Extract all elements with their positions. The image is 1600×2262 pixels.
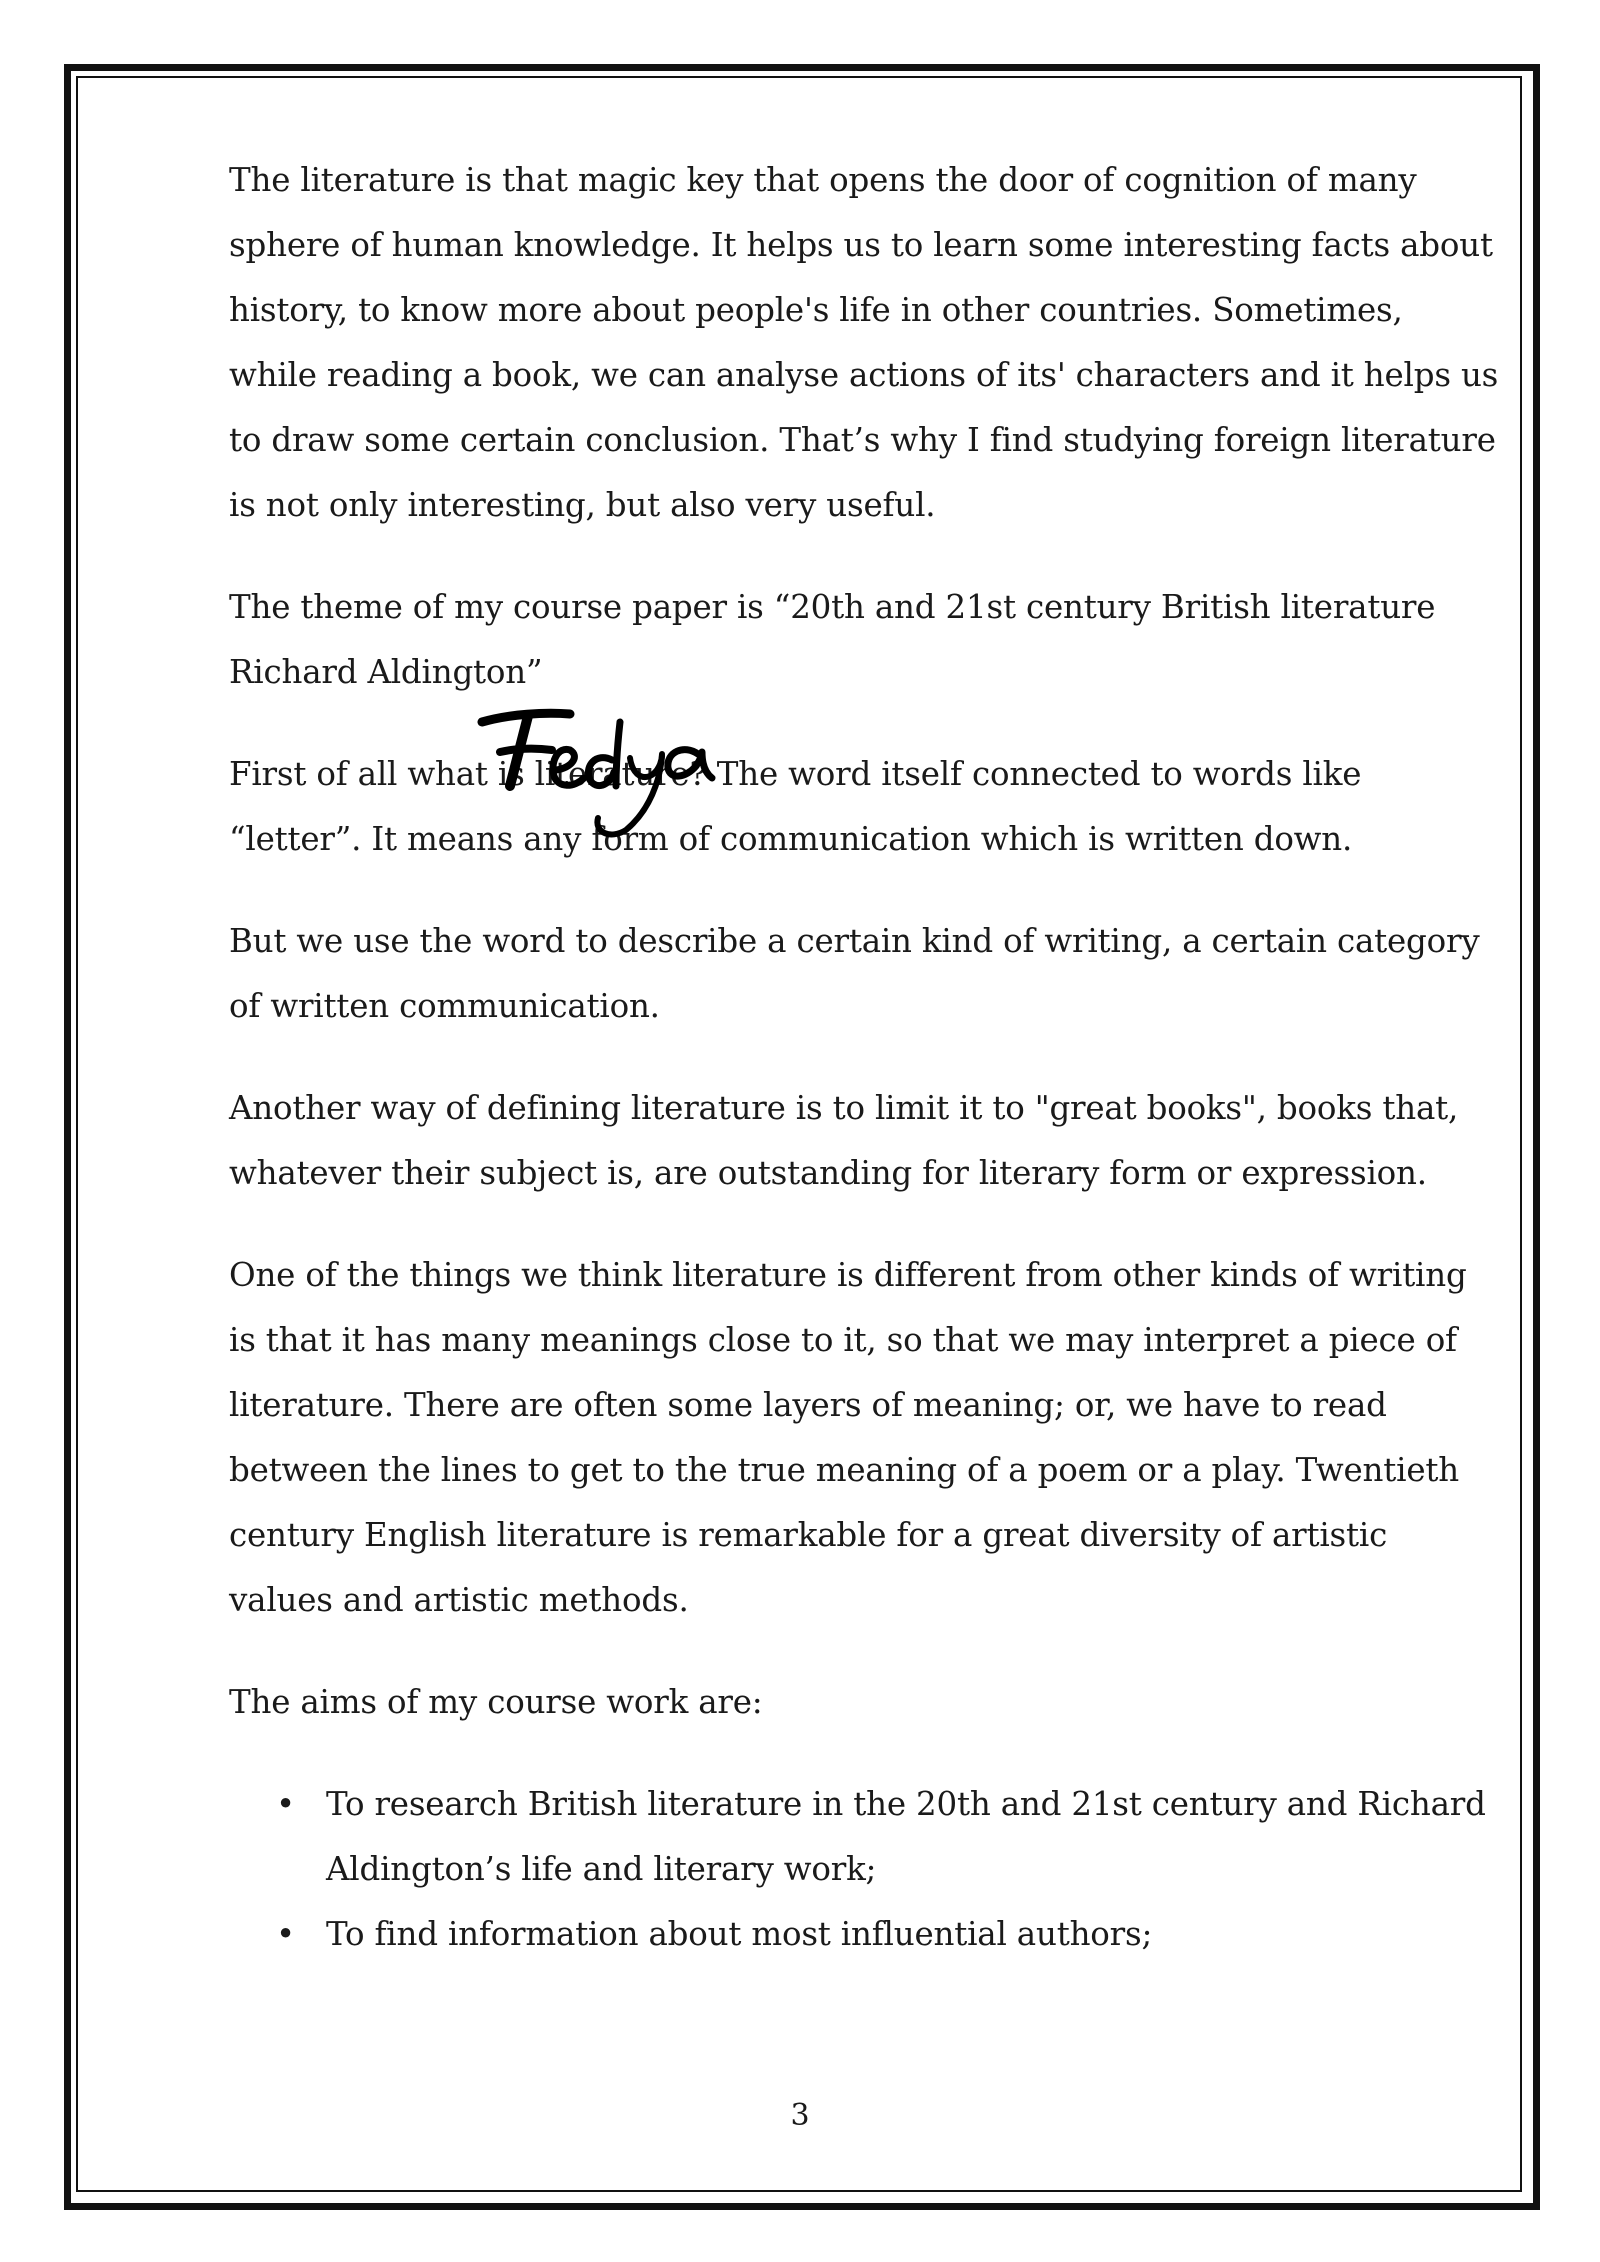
list-item-text: To find information about most influential authors; bbox=[326, 1915, 1153, 1953]
page-number: 3 bbox=[790, 2098, 810, 2133]
paragraph-definition: First of all what is literature? The word itself connected to words like “letter”. It means any form of communication which is written down. bbox=[229, 755, 1362, 858]
paragraph-usage: But we use the word to describe a certain kind of writing, a certain category of written communication. bbox=[229, 922, 1480, 1025]
list-item-text: To research British literature in the 20th and 21st century and Richard Aldington’s life and literary work; bbox=[326, 1785, 1486, 1888]
paragraph-great-books: Another way of defining literature is to limit it to "great books", books that, whatever their subject is, are outstanding for literary form or expression. bbox=[229, 1089, 1459, 1192]
handwritten-signature bbox=[470, 700, 720, 850]
paragraph-theme: The theme of my course paper is “20th and 21st century British literature Richard Aldington” bbox=[229, 588, 1436, 691]
aims-list bbox=[229, 1772, 1499, 1967]
document-body bbox=[229, 148, 1499, 1967]
bullet-icon: • bbox=[276, 1915, 295, 1953]
list-item bbox=[276, 1772, 1499, 1902]
bullet-icon: • bbox=[276, 1785, 295, 1823]
list-item bbox=[276, 1902, 1499, 1967]
paragraph-intro: The literature is that magic key that opens the door of cognition of many sphere of human knowledge. It helps us to learn some interesting facts about history, to know more about people's life in other countries. Sometimes, while reading a book, we can analyse actions of its' characters and it helps us to draw some certain conclusion. That’s why I find studying foreign literature is not only interesting, but also very useful. bbox=[229, 161, 1499, 524]
paragraph-meanings: One of the things we think literature is different from other kinds of writing is that it has many meanings close to it, so that we may interpret a piece of literature. There are often some layers of meaning; or, we have to read between the lines to get to the true meaning of a poem or a play. Twentieth century English literature is remarkable for a great diversity of artistic values and artistic methods. bbox=[229, 1256, 1467, 1619]
paragraph-aims-heading: The aims of my course work are: bbox=[229, 1683, 763, 1721]
